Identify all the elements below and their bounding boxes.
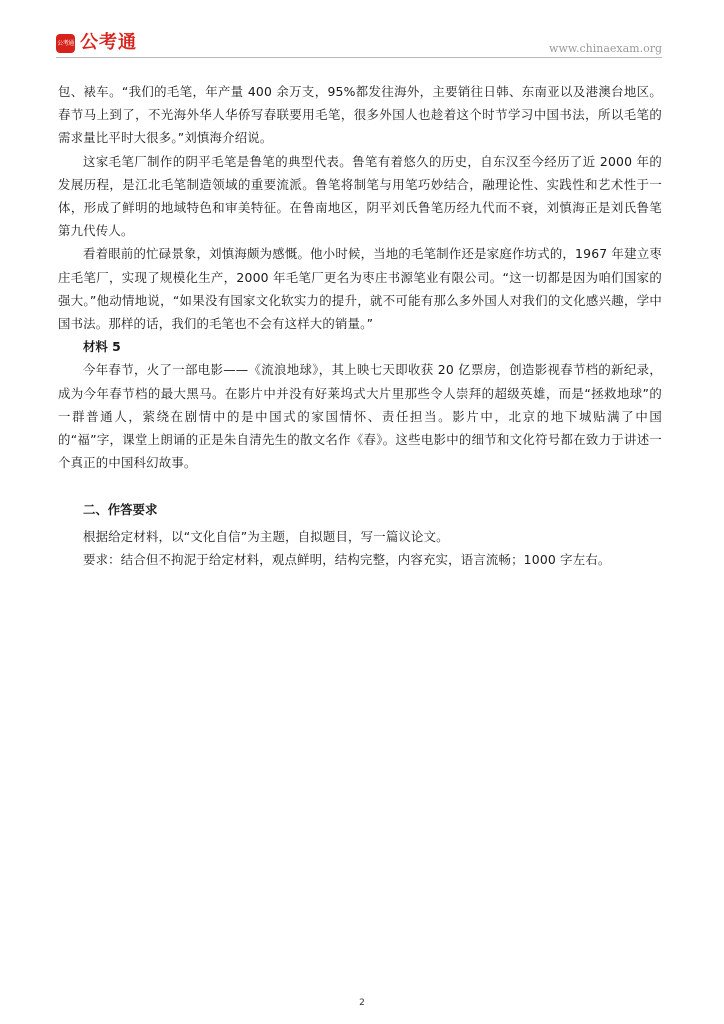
page-number: 2 [359, 998, 365, 1008]
page-header [56, 33, 662, 59]
site-url[interactable]: www.chinaexam.org [549, 42, 662, 55]
header-divider [56, 57, 662, 58]
site-logo[interactable] [56, 33, 137, 53]
paragraph-lu-brush: 这家毛笔厂制作的阴平毛笔是鲁笔的典型代表。鲁笔有着悠久的历史，自东汉至今经历了近 2000 年的发展历程，是江北毛笔制造领域的重要流派。鲁笔将制笔与用笔巧妙结合，融理论性、实践性和艺术性于一体，形成了鲜明的地域特色和审美特征。在鲁南地区，阴平刘氏鲁笔历经九代而不衰，刘慎海正是刘氏鲁笔第九代传人。 [58, 153, 662, 239]
answer-requirements-heading: 二、作答要求 [83, 502, 158, 518]
paragraph-requirements: 要求：结合但不拘泥于给定材料，观点鲜明，结构完整，内容充实，语言流畅；1000 字左右。 [83, 551, 611, 567]
paragraph-continuation: 包、裱车。“我们的毛笔，年产量 400 余万支，95%都发往海外，主要销往日韩、东南亚以及港澳台地区。春节马上到了，不光海外华人华侨写春联要用毛笔，很多外国人也趁着这个时节学习中国书法，所以毛笔的需求量比平时大很多。”刘慎海介绍说。 [58, 84, 662, 146]
logo-badge-icon: 公考通 [56, 34, 75, 53]
paragraph-wandering-earth: 今年春节，火了一部电影——《流浪地球》，其上映七天即收获 20 亿票房，创造影视春节档的新纪录，成为今年春节档的最大黑马。在影片中并没有好莱坞式大片里那些令人崇拜的超级英雄，而是“拯救地球”的一群普通人，萦绕在剧情中的是中国式的家国情怀、责任担当。影片中，北京的地下城贴满了中国的“福”字，课堂上朗诵的正是朱自清先生的散文名作《春》。这些电影中的细节和文化符号都在致力于讲述一个真正的中国科幻故事。 [58, 362, 662, 471]
document-body [58, 80, 662, 571]
logo-text: 公考通 [80, 32, 137, 53]
material-5-heading: 材料 5 [83, 339, 121, 355]
paragraph-factory-history: 看着眼前的忙碌景象，刘慎海颇为感慨。他小时候，当地的毛笔制作还是家庭作坊式的，1967 年建立枣庄毛笔厂，实现了规模化生产，2000 年毛笔厂更名为枣庄书源笔业有限公司。“这一切都是因为咱们国家的强大。”他动情地说，“如果没有国家文化软实力的提升，就不可能有那么多外国人对我们的文化感兴趣，学中国书法。那样的话，我们的毛笔也不会有这样大的销量。” [58, 246, 662, 332]
paragraph-task: 根据给定材料，以“文化自信”为主题，自拟题目，写一篇议论文。 [83, 528, 449, 544]
